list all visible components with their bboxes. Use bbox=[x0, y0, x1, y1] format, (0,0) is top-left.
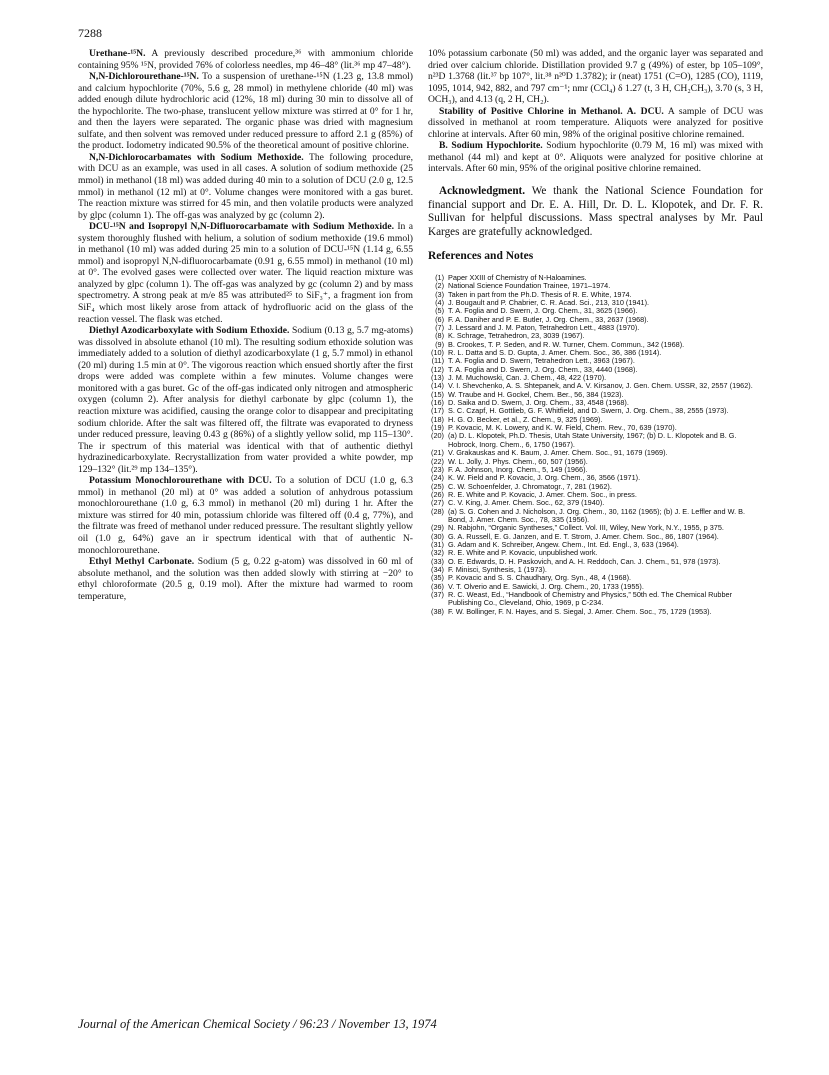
reference-number: (15) bbox=[431, 389, 444, 399]
reference-text: K. W. Field and P. Kovacic, J. Org. Chem., 36, 3566 (1971). bbox=[448, 473, 641, 483]
acknowledgment-heading: Acknowledgment. bbox=[439, 185, 526, 198]
reference-number: (21) bbox=[431, 448, 444, 458]
reference-number: (11) bbox=[431, 356, 444, 366]
paragraph bbox=[78, 325, 413, 475]
right-column bbox=[428, 48, 763, 616]
references-list bbox=[428, 274, 763, 616]
reference-text: D. Saika and D. Swern, J. Org. Chem., 33, 4548 (1968). bbox=[448, 398, 629, 408]
paragraph bbox=[428, 106, 763, 141]
reference-number: (5) bbox=[435, 306, 444, 316]
paragraph bbox=[428, 48, 763, 106]
paragraph-text: The following procedure, with DCU as an example, was used in all cases. A solution of sodium methoxide (25 mmol) in methanol (18 ml) was added during 40 min to a solution of DCU (2.0 g, 12.5 mmol) in methanol (12 ml) at 0°. Volume changes were monitored with a gas buret. The reaction mixture was stirred for 45 min, and then volatile products were analyzed by glpc (column 1). The off-gas was analyzed by gc (column 2). bbox=[78, 151, 413, 221]
paragraph-text: Sodium (5 g, 0.22 g-atom) was dissolved in 60 ml of absolute methanol, and the solution was then added slowly with stirring at −20° to ethyl chloroformate (20.5 g, 0.19 mol). After the mixture had warmed to room temperature, bbox=[78, 556, 413, 602]
paragraph-text: In a system thoroughly flushed with helium, a solution of sodium methoxide (19.6 mmol) in methanol (10 ml) was added during 25 min to a solution of DCU-¹⁵N (1.14 g, 6.55 mmol) and isopropyl N,N-difluorocarbamate (0.91 g, 6.55 mmol) in methanol (10 ml) at 0°. The evolved gases were collected over water. The liquid reaction mixture was analyzed by glpc (column 1). The off-gas was analyzed by gc (column 2) and by mass spectrometry. A strong peak at m/e 85 was attributed²⁵ to SiF₃⁺, a fragment ion from SiF₄ which most likely arose from attack of hydrofluoric acid on the glass of the reaction vessel. The flask was etched. bbox=[78, 221, 413, 325]
references-heading: References and Notes bbox=[428, 250, 534, 263]
paragraph-heading: Urethane-¹⁵N. bbox=[89, 48, 146, 59]
reference-number: (32) bbox=[431, 548, 444, 558]
reference-text: R. E. White and P. Kovacic, unpublished work. bbox=[448, 548, 598, 558]
reference-text: (a) S. G. Cohen and J. Nicholson, J. Org. Chem., 30, 1162 (1965); (b) J. E. Leffler and W. B. Bond, J. Amer. Chem. Soc., 78, 335 (1956). bbox=[448, 506, 746, 524]
reference-text: T. A. Foglia and D. Swern, Tetrahedron Lett., 3963 (1967). bbox=[448, 356, 635, 366]
right-paragraphs bbox=[428, 48, 763, 175]
paragraph-heading: Potassium Monochlorourethane with DCU. bbox=[89, 475, 272, 487]
paragraph bbox=[78, 152, 413, 221]
page-number: 7288 bbox=[78, 26, 102, 40]
reference-item bbox=[428, 508, 763, 525]
reference-number: (8) bbox=[435, 331, 444, 341]
reference-text: J. M. Muchowski, Can. J. Chem., 48, 422 (1970). bbox=[448, 373, 607, 383]
reference-text: R. C. Weast, Ed., “Handbook of Chemistry and Physics,” 50th ed. The Chemical Rubber Publishing Co., Cleveland, Ohio, 1969, p C-234. bbox=[448, 590, 733, 608]
paragraph-heading: DCU-¹⁵N and Isopropyl N,N-Difluorocarbamate with Sodium Methoxide. bbox=[89, 221, 394, 233]
reference-number: (3) bbox=[435, 289, 444, 299]
reference-number: (35) bbox=[431, 573, 444, 583]
reference-number: (4) bbox=[435, 297, 444, 307]
journal-footer: Journal of the American Chemical Society / 96:23 / November 13, 1974 bbox=[78, 1017, 437, 1031]
reference-number: (7) bbox=[435, 323, 444, 332]
paragraph-text: Sodium (0.13 g, 5.7 mg-atoms) was dissolved in absolute ethanol (10 ml). The resulting sodium ethoxide solution was immediately added to a solution of diethyl azodicarboxylate (1 g, 5.7 mmol) in ethanol (20 ml) during 1.5 min at 0°. The vigorous reaction which ensued shortly after the first drops were added was complete within a few minutes. Volume changes were monitored with a gas buret. Gc of the off-gas indicated only nitrogen and atmospheric oxygen (column 2). After analysis for diethyl carbonate by glpc (column 1), the reaction mixture was acidified, causing the orange color to disappear and precipitating sodium chloride. After the salt was filtered off, the filtrate was evaporated to dryness under reduced pressure, leaving 0.43 g (86%) of a slightly yellow solid, mp 115–130°. The ir spectrum of this material was identical with that of authentic diethyl hydrazinedicarboxylate. Recrystallization from water provided a white powder, mp 129–132° (lit.²⁹ mp 134–135°). bbox=[78, 325, 413, 475]
reference-text: W. Traube and H. Gockel, Chem. Ber., 56, 384 (1923). bbox=[448, 389, 624, 399]
paragraph bbox=[428, 140, 763, 175]
reference-number: (1) bbox=[435, 272, 444, 282]
reference-number: (26) bbox=[431, 489, 444, 499]
reference-text: V. T. Olverio and E. Sawicki, J. Org. Chem., 20, 1733 (1955). bbox=[448, 581, 644, 591]
reference-text: R. E. White and P. Kovacic, J. Amer. Chem. Soc., in press. bbox=[448, 489, 637, 499]
reference-text: J. Lessard and J. M. Paton, Tetrahedron Lett., 4883 (1970). bbox=[448, 323, 640, 332]
paragraph-text: 10% potassium carbonate (50 ml) was added, and the organic layer was separated and dried over calcium chloride. Distillation provided 9.7 g (49%) of ester, bp 105–109°, n²³D 1.3768 (lit.³⁷ bp 107°, lit.³⁸ n²⁰D 1.3782); ir (neat) 1751 (C=O), 1285 (CO), 1119, 1095, 1014, 942, 882, and 797 cm⁻¹; nmr (CCl₄) δ 1.27 (t, 3 H, CH₂CH₃), 3.70 (s, 3 H, OCH₃), and 4.13 (q, 2 H, CH₂). bbox=[428, 48, 763, 106]
reference-text: F. W. Bollinger, F. N. Hayes, and S. Siegal, J. Amer. Chem. Soc., 75, 1729 (1953). bbox=[448, 606, 712, 616]
reference-text: T. A. Foglia and D. Swern, J. Org. Chem., 33, 4440 (1968). bbox=[448, 364, 638, 374]
reference-number: (10) bbox=[431, 348, 444, 358]
reference-text: O. E. Edwards, D. H. Paskovich, and A. H. Reddoch, Can. J. Chem., 51, 978 (1973). bbox=[448, 556, 721, 566]
reference-number: (14) bbox=[431, 381, 444, 391]
reference-text: V. I. Shevchenko, A. S. Shtepanek, and A. V. Kirsanov, J. Gen. Chem. USSR, 32, 2557 (1962). bbox=[448, 381, 753, 391]
reference-number: (18) bbox=[431, 414, 444, 424]
paragraph bbox=[78, 71, 413, 152]
acknowledgment bbox=[428, 185, 763, 239]
paragraph-text: A previously described procedure,³⁶ with ammonium chloride containing 95% ¹⁵N, provided 76% of colorless needles, mp 46–48° (lit.³⁶ mp 47–48°). bbox=[78, 48, 413, 71]
reference-number: (6) bbox=[435, 314, 444, 324]
reference-text: G. A. Russell, E. G. Janzen, and E. T. Strom, J. Amer. Chem. Soc., 86, 1807 (1964). bbox=[448, 531, 719, 541]
reference-text: J. Bougault and P. Chabrier, C. R. Acad. Sci., 213, 310 (1941). bbox=[448, 297, 650, 307]
reference-number: (22) bbox=[431, 456, 444, 466]
reference-text: W. L. Jolly, J. Phys. Chem., 60, 507 (1956). bbox=[448, 456, 588, 466]
paragraph-heading: N,N-Dichlorourethane-¹⁵N. bbox=[89, 71, 199, 83]
reference-number: (20) bbox=[431, 431, 444, 441]
reference-text: C. V. King, J. Amer. Chem. Soc., 62, 379 (1940). bbox=[448, 498, 605, 508]
reference-text: F. A. Daniher and P. E. Butler, J. Org. Chem., 33, 2637 (1968). bbox=[448, 314, 649, 324]
paragraph-heading: Stability of Positive Chlorine in Methanol. A. DCU. bbox=[439, 105, 664, 117]
reference-text: B. Crookes, T. P. Seden, and R. W. Turner, Chem. Commun., 342 (1968). bbox=[448, 339, 685, 349]
reference-number: (16) bbox=[431, 398, 444, 408]
reference-number: (24) bbox=[431, 473, 444, 483]
reference-text: G. Adam and K. Schreiber, Angew. Chem., Int. Ed. Engl., 3, 633 (1964). bbox=[448, 539, 679, 549]
reference-number: (29) bbox=[431, 523, 444, 533]
reference-number: (19) bbox=[431, 423, 444, 433]
paragraph bbox=[78, 221, 413, 325]
reference-number: (38) bbox=[431, 606, 444, 616]
paragraph-heading: Diethyl Azodicarboxylate with Sodium Ethoxide. bbox=[89, 325, 290, 337]
reference-item bbox=[428, 591, 763, 608]
reference-number: (34) bbox=[431, 564, 444, 574]
reference-number: (2) bbox=[435, 281, 444, 291]
paragraph bbox=[78, 475, 413, 556]
reference-text: P. Kovacic, M. K. Lowery, and K. W. Field, Chem. Rev., 70, 639 (1970). bbox=[448, 423, 677, 433]
reference-number: (28) bbox=[431, 506, 444, 516]
left-column bbox=[78, 48, 413, 602]
reference-number: (27) bbox=[431, 498, 444, 508]
reference-text: F. Minisci, Synthesis, 1 (1973). bbox=[448, 564, 547, 574]
reference-text: C. W. Schoenfelder, J. Chromatogr., 7, 281 (1962). bbox=[448, 481, 612, 491]
reference-number: (23) bbox=[431, 464, 444, 474]
reference-number: (37) bbox=[431, 590, 444, 599]
paragraph-text: To a solution of DCU (1.0 g, 6.3 mmol) in methanol (20 ml) at 0° was added a solution of anhydrous potassium monochlorourethane (1.0 g, 6.3 mmol) in methanol (20 ml) during 1 hr. After the mixture was stirred for 40 min, potassium chloride was filtered off (0.4 g, 77%), and the filtrate was freed of methanol under reduced pressure. The resultant slightly yellow oil (1.0 g, 64%) gave an ir spectrum identical with that of authentic N-monochlorourethane. bbox=[78, 475, 413, 556]
reference-text: N. Rabjohn, “Organic Syntheses,” Collect. Vol. III, Wiley, New York, N.Y., 1955, p 375. bbox=[448, 523, 724, 533]
reference-text: Taken in part from the Ph.D. Thesis of R. E. White, 1974. bbox=[448, 289, 632, 299]
reference-text: S. C. Czapf, H. Gottlieb, G. F. Whitfield, and D. Swern, J. Org. Chem., 38, 2555 (1973). bbox=[448, 406, 729, 416]
reference-text: R. L. Datta and S. D. Gupta, J. Amer. Chem. Soc., 36, 386 (1914). bbox=[448, 348, 662, 358]
reference-number: (13) bbox=[431, 373, 444, 383]
reference-number: (25) bbox=[431, 481, 444, 491]
paragraph-text: Sodium hypochlorite (0.79 M, 16 ml) was mixed with methanol (44 ml) and kept at 0°. Aliquots were analyzed for positive chlorine at intervals. After 60 min, 95% of the original positive chlorine remained. bbox=[428, 140, 764, 175]
reference-number: (31) bbox=[431, 539, 444, 549]
reference-number: (12) bbox=[431, 364, 444, 374]
acknowledgment-text: We thank the National Science Foundation for financial support and Dr. E. A. Hill, Dr. D. L. Klopotek, and Dr. F. R. Sullivan for helpful discussions. Mass spectral analyses by Mr. Paul Karges are gratefully acknowledged. bbox=[428, 185, 763, 238]
reference-text: T. A. Foglia and D. Swern, J. Org. Chem., 31, 3625 (1966). bbox=[448, 306, 638, 316]
reference-number: (17) bbox=[431, 406, 444, 416]
reference-number: (33) bbox=[431, 556, 444, 566]
reference-number: (36) bbox=[431, 581, 444, 591]
reference-item bbox=[428, 432, 763, 449]
reference-text: National Science Foundation Trainee, 1971–1974. bbox=[448, 281, 611, 291]
reference-text: H. G. O. Becker, et al., Z. Chem., 9, 325 (1969). bbox=[448, 414, 603, 424]
reference-text: P. Kovacic and S. S. Chaudhary, Org. Syn., 48, 4 (1968). bbox=[448, 573, 632, 583]
paragraph-text: A sample of DCU was dissolved in methanol at room temperature. Aliquots were analyzed for positive chlorine at intervals. After 60 min, 98% of the original positive chlorine remained. bbox=[428, 105, 764, 140]
reference-text: Paper XXIII of Chemistry of N-Haloamines. bbox=[448, 272, 587, 282]
paragraph-text: To a suspension of urethane-¹⁵N (1.23 g, 13.8 mmol) and calcium hypochlorite (70%, 5.6 g, 28 mmol) in methylene chloride (40 ml) was added enough dilute hydrochloric acid (12%, 18 ml) during 30 min to dissolve all of the hypochlorite. The two-phase, translucent yellow mixture was stirred at 0° for 1 hr, and then the layers were separated. The organic phase was dried with magnesium sulfate, and then solvent was removed under reduced pressure to afford 2.1 g (85%) of the product. Iodometry indicated 90.5% of the theoretical amount of positive chlorine. bbox=[78, 71, 413, 152]
reference-text: F. A. Johnson, Inorg. Chem., 5, 149 (1966). bbox=[448, 464, 588, 474]
paragraph bbox=[78, 48, 413, 71]
reference-number: (30) bbox=[431, 531, 444, 541]
paragraph-heading: B. Sodium Hypochlorite. bbox=[439, 140, 543, 152]
reference-item bbox=[428, 608, 763, 616]
paragraph-heading: Ethyl Methyl Carbonate. bbox=[89, 556, 195, 568]
reference-text: V. Grakauskas and K. Baum, J. Amer. Chem. Soc., 91, 1679 (1969). bbox=[448, 448, 668, 458]
reference-text: K. Schrage, Tetrahedron, 23, 3039 (1967). bbox=[448, 331, 585, 341]
paragraph bbox=[78, 556, 413, 602]
paragraph-heading: N,N-Dichlorocarbamates with Sodium Methoxide. bbox=[89, 151, 304, 163]
reference-number: (9) bbox=[435, 339, 444, 349]
reference-text: (a) D. L. Klopotek, Ph.D. Thesis, Utah State University, 1967; (b) D. L. Klopotek and B. G. Hobrock, Inorg. Chem., 6, 1750 (1967). bbox=[448, 431, 737, 449]
